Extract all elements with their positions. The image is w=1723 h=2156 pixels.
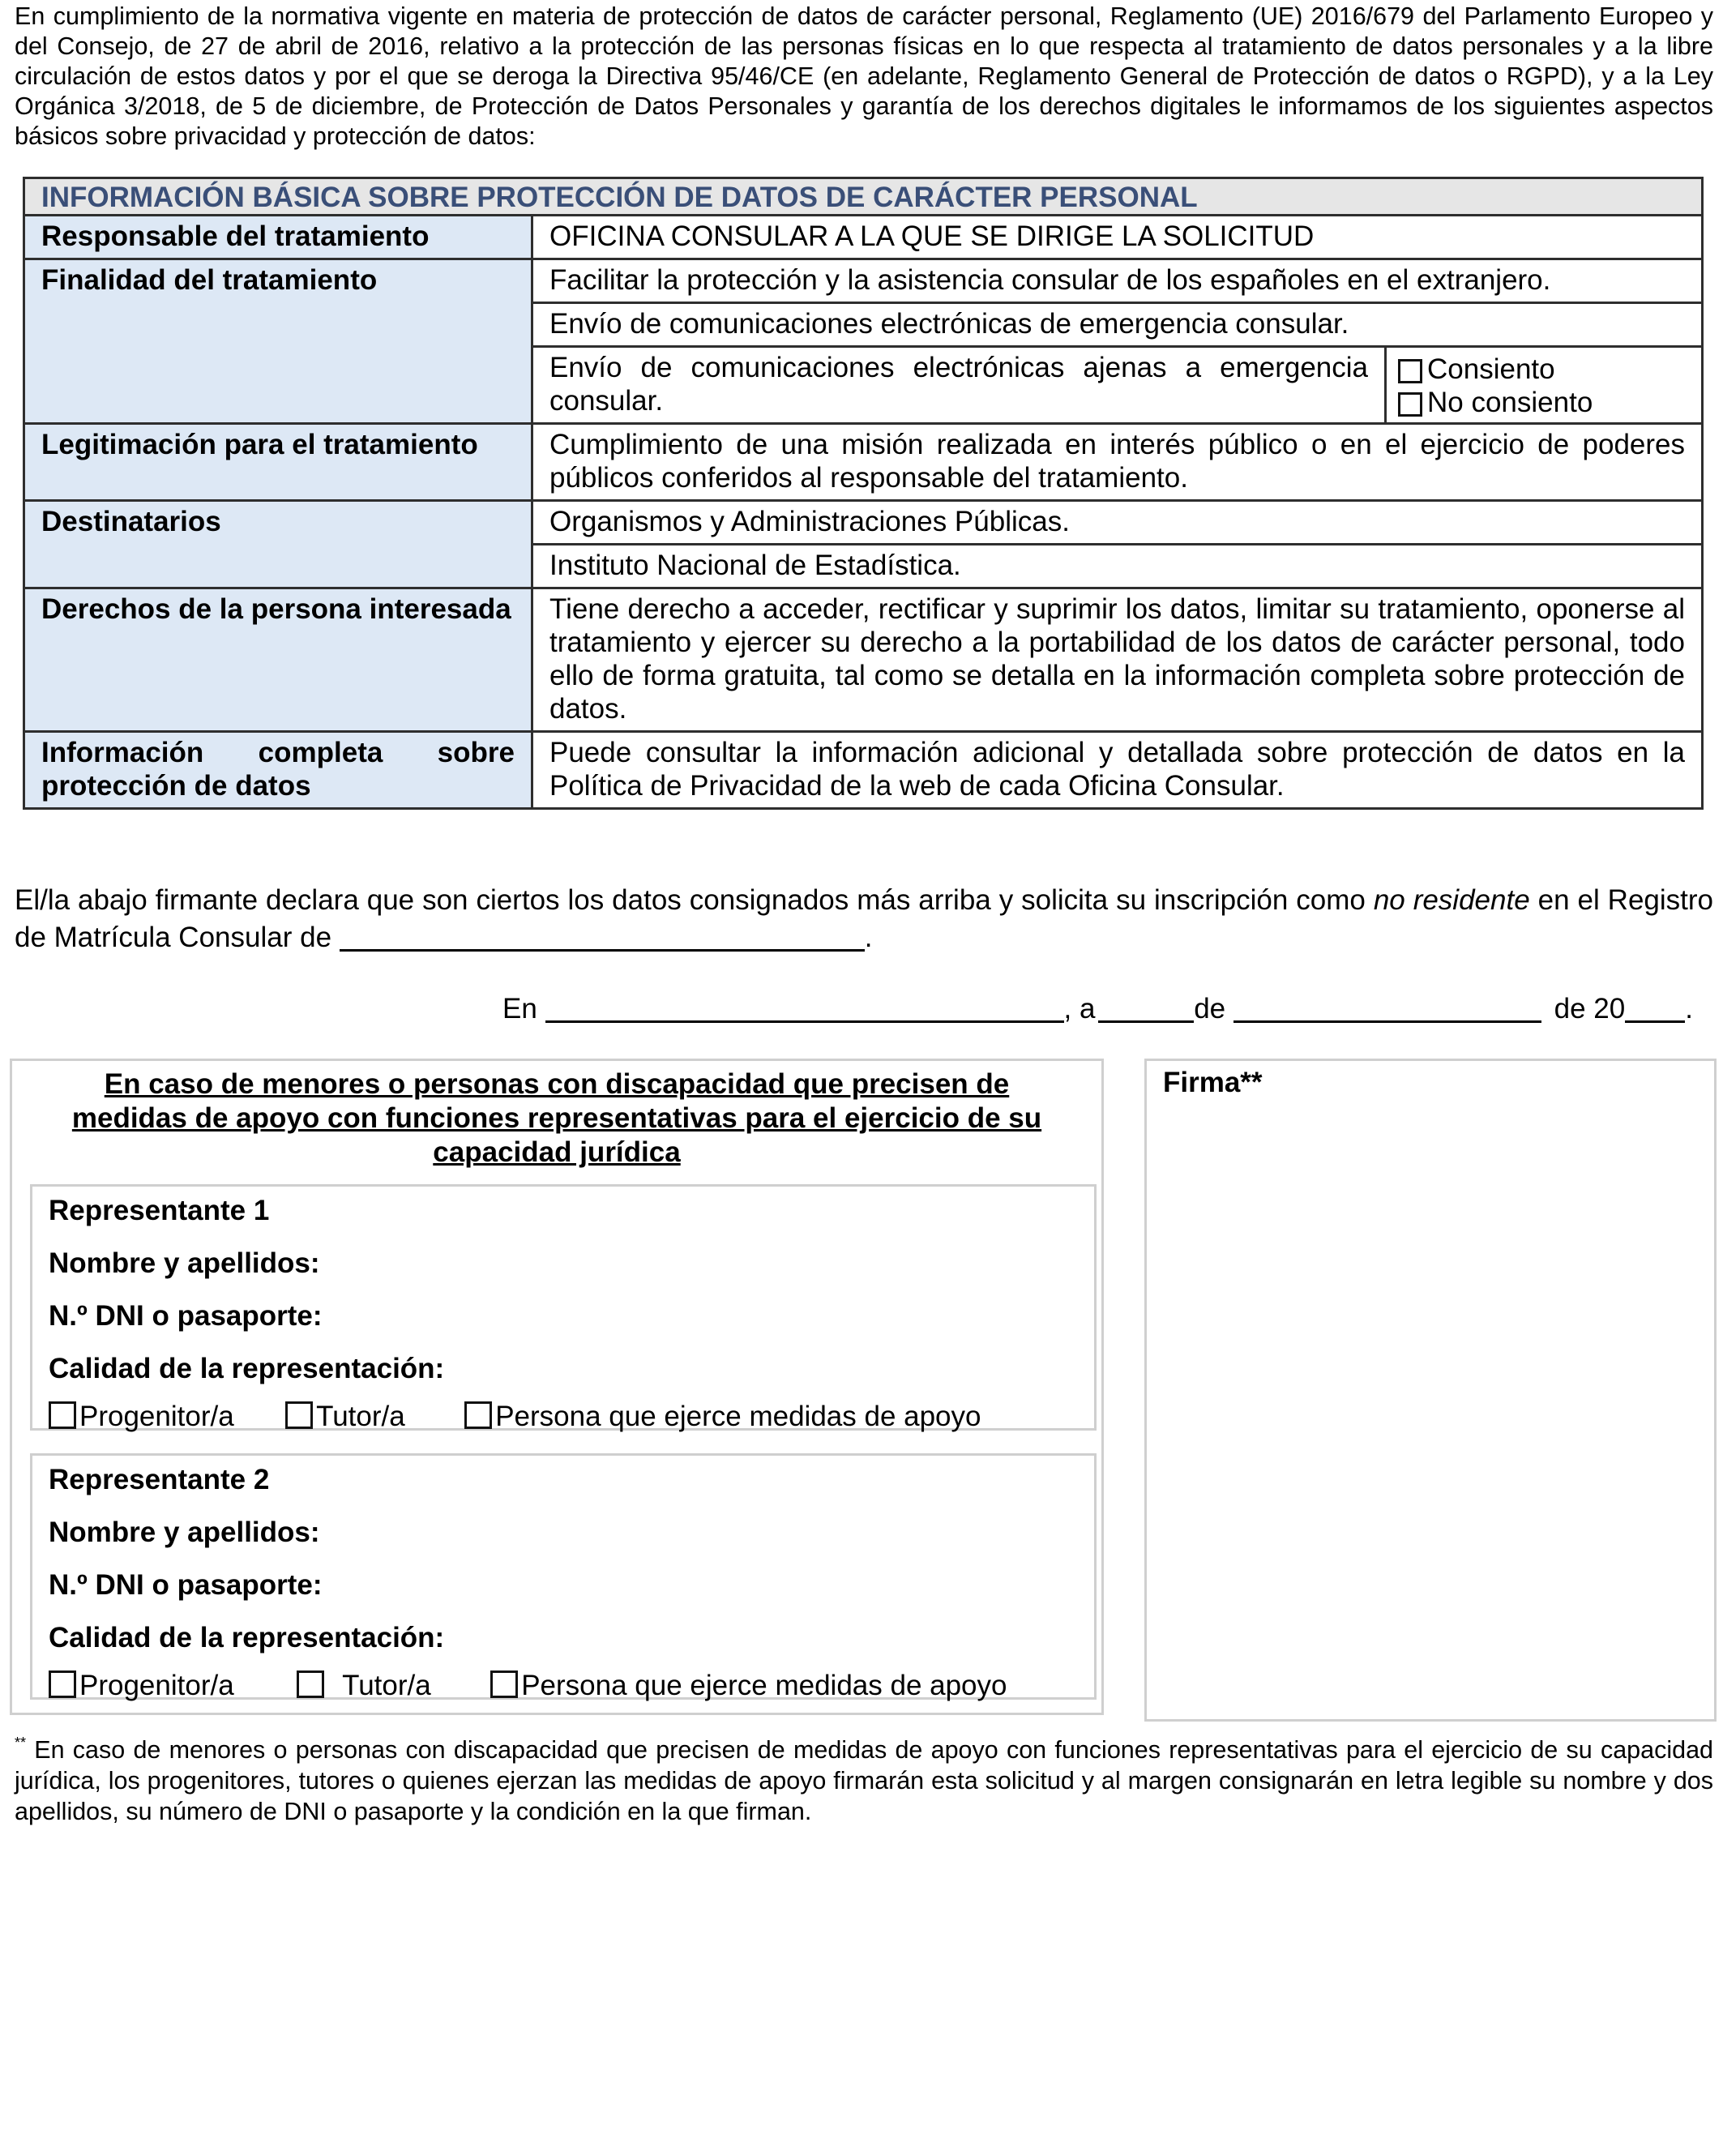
- legitimacion-value: Cumplimiento de una misión realizada en interés público o en el ejercicio de poderes públicos conferidos al responsable del tratamiento.: [532, 424, 1703, 501]
- declaration-end: .: [864, 922, 873, 953]
- rep1-progenitor-label: Progenitor/a: [79, 1401, 234, 1432]
- no-consent-option[interactable]: [1398, 386, 1690, 419]
- rep1-tutor-option[interactable]: [285, 1401, 405, 1432]
- footnote-mark: **: [15, 1735, 27, 1751]
- representative-2-options: [49, 1670, 1007, 1702]
- responsable-label: Responsable del tratamiento: [24, 216, 532, 259]
- rep2-persona-label: Persona que ejerce medidas de apoyo: [521, 1670, 1007, 1701]
- representative-2-title: Representante 2: [49, 1464, 270, 1495]
- day-blank-field[interactable]: [1098, 995, 1194, 1023]
- year-blank-field[interactable]: [1625, 995, 1685, 1023]
- info-label-word-2: completa: [258, 737, 383, 768]
- rep2-persona-option[interactable]: [490, 1670, 1007, 1701]
- rep2-tutor-label: Tutor/a: [342, 1670, 431, 1701]
- rep2-persona-checkbox[interactable]: [490, 1670, 518, 1698]
- finalidad-value-2: Envío de comunicaciones electrónicas de emergencia consular.: [532, 303, 1703, 347]
- declaration-text-1: El/la abajo firmante declara que son ciertos los datos consignados más arriba y solicita su inscripción como: [15, 884, 1374, 916]
- rep1-persona-checkbox[interactable]: [464, 1401, 492, 1429]
- declaration-italic: no residente: [1373, 884, 1530, 916]
- representative-2-dni-label: N.º DNI o pasaporte:: [49, 1569, 323, 1601]
- derechos-value: Tiene derecho a acceder, rectificar y suprimir los datos, limitar su tratamiento, oponerse al tratamiento y ejercer su derecho a la portabilidad de los datos de carácter personal, todo ello de forma gratuita, tal como se detalla en la información completa sobre protección de datos.: [532, 588, 1703, 732]
- rep2-tutor-option[interactable]: [297, 1670, 431, 1701]
- representative-1-box: [30, 1184, 1097, 1431]
- derechos-label: Derechos de la persona interesada: [24, 588, 532, 732]
- consent-options: [1386, 347, 1703, 424]
- representative-1-name-label: Nombre y apellidos:: [49, 1247, 320, 1279]
- rep2-progenitor-checkbox[interactable]: [49, 1670, 76, 1698]
- place-date-end: .: [1685, 993, 1693, 1025]
- declaration-text-2: en el Registro de Matrícula Consular de: [15, 884, 1714, 953]
- finalidad-label: Finalidad del tratamiento: [24, 259, 532, 424]
- destinatarios-value-2: Instituto Nacional de Estadística.: [532, 545, 1703, 588]
- representatives-section: [10, 1059, 1104, 1715]
- rep1-persona-label: Persona que ejerce medidas de apoyo: [495, 1401, 981, 1432]
- day-label: , a: [1063, 993, 1096, 1025]
- representative-1-title: Representante 1: [49, 1195, 270, 1226]
- consent-checkbox[interactable]: [1398, 359, 1422, 383]
- table-header: INFORMACIÓN BÁSICA SOBRE PROTECCIÓN DE DATOS DE CARÁCTER PERSONAL: [24, 178, 1703, 216]
- month-blank-field[interactable]: [1233, 995, 1541, 1023]
- place-date-line: [502, 990, 1693, 1028]
- representatives-title-line-3: capacidad jurídica: [433, 1136, 681, 1168]
- data-protection-table: [23, 177, 1704, 810]
- responsable-value: OFICINA CONSULAR A LA QUE SE DIRIGE LA SOLICITUD: [532, 216, 1703, 259]
- representative-1-options: [49, 1401, 981, 1433]
- destinatarios-label: Destinatarios: [24, 501, 532, 588]
- info-completa-value: Puede consultar la información adicional y detallada sobre protección de datos en la Política de Privacidad de la web de cada Oficina Consular.: [532, 732, 1703, 809]
- no-consent-label: No consiento: [1427, 387, 1593, 418]
- registry-blank-field[interactable]: [340, 923, 865, 952]
- consent-label: Consiento: [1427, 353, 1555, 385]
- intro-paragraph: En cumplimiento de la normativa vigente en materia de protección de datos de carácter personal, Reglamento (UE) 2016/679 del Parlamento Europeo y del Consejo, de 27 de abril de 2016, relativo a la protección de las personas físicas en lo que respecta al tratamiento de datos personales y a la libre circulación de estos datos y por el que se deroga la Directiva 95/46/CE (en adelante, Reglamento General de Protección de datos o RGPD), y a la Ley Orgánica 3/2018, de 5 de diciembre, de Protección de Datos Personales y garantía de los derechos digitales le informamos de los siguientes aspectos básicos sobre privacidad y protección de datos:: [15, 2, 1713, 150]
- rep1-progenitor-checkbox[interactable]: [49, 1401, 76, 1429]
- info-label-word-1: Información: [41, 737, 204, 768]
- representative-2-box: [30, 1453, 1097, 1700]
- footnote: [15, 1735, 1713, 1827]
- representative-2-calidad-label: Calidad de la representación:: [49, 1622, 445, 1653]
- rep1-progenitor-option[interactable]: [49, 1401, 234, 1432]
- info-label-line-2: protección de datos: [41, 770, 311, 802]
- rep2-progenitor-label: Progenitor/a: [79, 1670, 234, 1701]
- no-consent-checkbox[interactable]: [1398, 392, 1422, 417]
- legitimacion-label: Legitimación para el tratamiento: [24, 424, 532, 501]
- rep1-persona-option[interactable]: [464, 1401, 981, 1432]
- representatives-title-line-2: medidas de apoyo con funciones representativas para el ejercicio de su: [71, 1102, 1042, 1134]
- destinatarios-value-1: Organismos y Administraciones Públicas.: [532, 501, 1703, 545]
- finalidad-value-3: Envío de comunicaciones electrónicas ajenas a emergencia consular.: [532, 347, 1386, 424]
- representatives-title: [12, 1067, 1101, 1170]
- finalidad-value-1: Facilitar la protección y la asistencia consular de los españoles en el extranjero.: [532, 259, 1703, 303]
- info-completa-label: [24, 732, 532, 809]
- rep1-tutor-checkbox[interactable]: [285, 1401, 313, 1429]
- representatives-title-line-1: En caso de menores o personas con discapacidad que precisen de: [104, 1068, 1010, 1100]
- place-blank-field[interactable]: [545, 995, 1064, 1023]
- info-label-word-3: sobre: [437, 737, 515, 768]
- year-label: de 20: [1554, 993, 1626, 1025]
- rep2-progenitor-option[interactable]: [49, 1670, 234, 1701]
- representative-2-name-label: Nombre y apellidos:: [49, 1516, 320, 1548]
- rep1-tutor-label: Tutor/a: [316, 1401, 405, 1432]
- representative-1-calidad-label: Calidad de la representación:: [49, 1353, 445, 1384]
- footnote-text: En caso de menores o personas con discapacidad que precisen de medidas de apoyo con funciones representativas para el ejercicio de su capacidad jurídica, los progenitores, tutores o quienes ejerzan las medidas de apoyo firmarán esta solicitud y al margen consignarán en letra legible su nombre y dos apellidos, su número de DNI o pasaporte y la condición en la que firman.: [15, 1736, 1713, 1825]
- place-label: En: [502, 993, 537, 1025]
- signature-label: Firma**: [1163, 1067, 1263, 1098]
- consent-option[interactable]: [1398, 353, 1690, 386]
- representative-1-dni-label: N.º DNI o pasaporte:: [49, 1300, 323, 1332]
- rep2-tutor-checkbox[interactable]: [297, 1670, 324, 1698]
- signature-box[interactable]: [1144, 1059, 1717, 1722]
- month-label: de: [1194, 993, 1226, 1025]
- declaration-paragraph: [15, 882, 1713, 956]
